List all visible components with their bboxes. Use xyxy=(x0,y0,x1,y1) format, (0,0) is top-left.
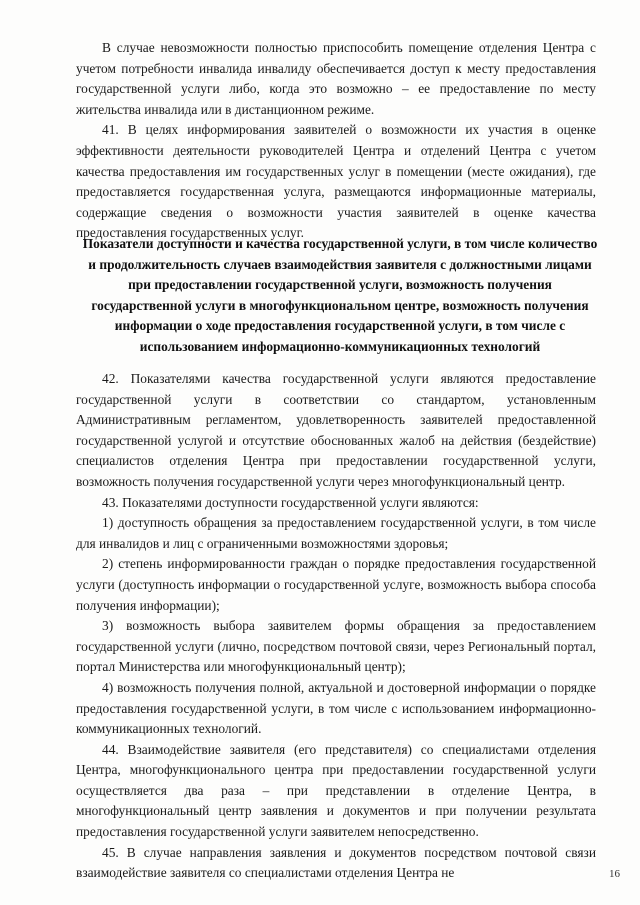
page-number: 16 xyxy=(609,868,620,880)
top-text-block xyxy=(76,38,596,244)
paragraph-43: 43. Показателями доступности государственной услуги являются: xyxy=(102,494,479,510)
list-item-2: 2) степень информированности граждан о порядке предоставления государственной услуги (доступность информации о государственной услуге, возможность выбора способа получения информации); xyxy=(76,556,596,613)
paragraph-45: 45. В случае направления заявления и документов посредством почтовой связи взаимодействие заявителя со специалистами отделения Центра не xyxy=(76,844,596,881)
list-item-1: 1) доступность обращения за предоставлением государственной услуги, в том числе для инвалидов и лиц с ограниченными возможностями здоровья; xyxy=(76,515,596,551)
list-item-3: 3) возможность выбора заявителем формы обращения за предоставлением государственной услуги (лично, посредством почтовой связи, через Региональный портал, портал Министерства или многофункциональный центр); xyxy=(76,618,596,675)
list-item-4: 4) возможность получения полной, актуальной и достоверной информации о порядке предоставления государственной услуги, в том числе с использованием информационно-коммуникационных технологий. xyxy=(76,679,596,737)
paragraph-41: 41. В целях информирования заявителей о возможности их участия в оценке эффективности деятельности руководителей Центра и отделений Центра с учетом качества предоставления им государственных услуг в помещении (месте ожидания), где предоставляется государственная услуга, размещаются информационные материалы, содержащие сведения о возможности участия заявителей в оценке качества предоставления государственных услуг. xyxy=(76,122,596,241)
paragraph-42: 42. Показателями качества государственной услуги являются предоставление государственной услуги в соответствии со стандартом, установленным Административным регламентом, удовлетворенность заявителей предоставленной государственной услугой и отсутствие обоснованных жалоб на действия (бездействие) специалистов отделения Центра при предоставлении государственной услуги, возможность получения государственной услуги через многофункциональный центр. xyxy=(76,371,596,489)
body-text-block xyxy=(76,369,596,884)
section-heading: Показатели доступности и качества государственной услуги, в том числе количество и продолжительность случаев взаимодействия заявителя с должностными лицами при предоставлении государственной услуги, возможность получения государственной услуги в многофункциональном центре, возможность получения информации о ходе предоставления государственной услуги, в том числе с использованием информационно-коммуникационных технологий xyxy=(82,236,598,354)
paragraph-44: 44. Взаимодействие заявителя (его представителя) со специалистами отделения Центра, многофункционального центра при предоставлении государственной услуги осуществляется два раза – при представлении в отделение Центра, в многофункциональный центр заявления и документов и при получении результата предоставления государственной услуги заявителем непосредственно. xyxy=(76,741,596,840)
paragraph: В случае невозможности полностью приспособить помещение отделения Центра с учетом потребности инвалида инвалиду обеспечивается доступ к месту предоставления государственной услуги либо, когда это возможно – ее предоставление по месту жительства инвалида или в дистанционном режиме. xyxy=(76,40,596,117)
